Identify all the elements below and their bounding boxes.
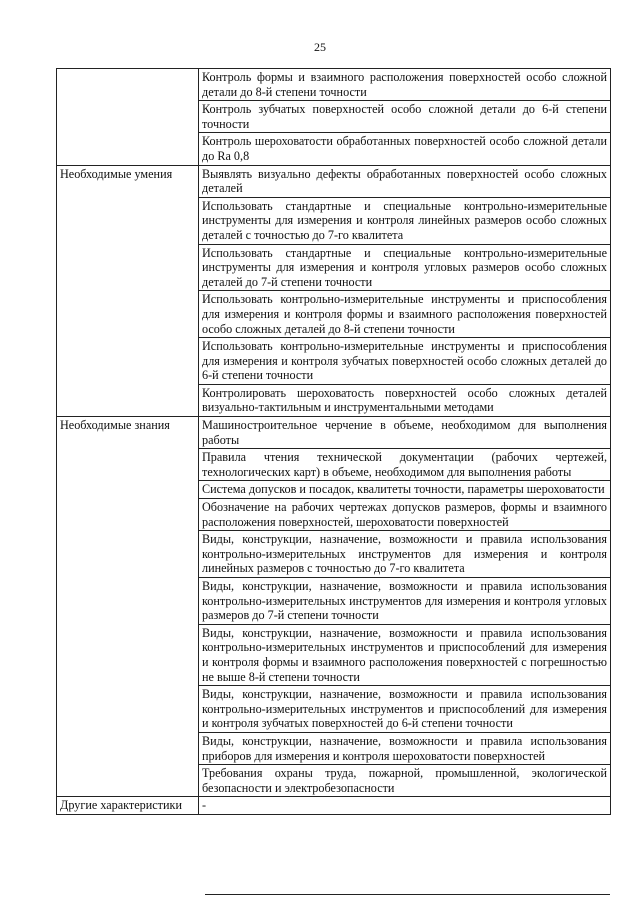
table-row xyxy=(57,165,611,197)
requirements-table xyxy=(56,68,611,815)
requirement-item: Использовать контрольно-измерительные инструменты и приспособления для измерения и контроля формы и взаимного расположения поверхностей особо сложных деталей до 8-й степени точности xyxy=(199,291,611,338)
requirement-item: Виды, конструкции, назначение, возможности и правила использования контрольно-измерительных инструментов для измерения и контроля угловых размеров до 7-й степени точности xyxy=(199,578,611,625)
requirement-item: Система допусков и посадок, квалитеты точности, параметры шероховатости xyxy=(199,481,611,499)
table-row xyxy=(57,797,611,815)
requirement-item: Виды, конструкции, назначение, возможности и правила использования контрольно-измерительных инструментов для измерения и контроля линейных размеров с точностью до 7-го квалитета xyxy=(199,531,611,578)
requirement-item: Выявлять визуально дефекты обработанных поверхностей особо сложных деталей xyxy=(199,165,611,197)
section-label xyxy=(57,69,199,166)
requirement-item: Контроль формы и взаимного расположения поверхностей особо сложной детали до 8-й степени точности xyxy=(199,69,611,101)
page-number: 25 xyxy=(314,40,326,54)
requirement-item: Виды, конструкции, назначение, возможности и правила использования контрольно-измерительных инструментов и приспособлений для измерения и контроля формы и взаимного расположения поверхностей с погрешностью не выше 8-й степени точности xyxy=(199,624,611,685)
requirement-item: Контроль зубчатых поверхностей особо сложной детали до 6-й степени точности xyxy=(199,101,611,133)
bottom-rule xyxy=(205,894,610,895)
requirement-item: Контроль шероховатости обработанных поверхностей особо сложной детали до Ra 0,8 xyxy=(199,133,611,165)
requirement-item: Машиностроительное черчение в объеме, необходимом для выполнения работы xyxy=(199,417,611,449)
requirement-item: - xyxy=(199,797,611,815)
requirement-item: Виды, конструкции, назначение, возможности и правила использования контрольно-измерительных инструментов и приспособлений для измерения и контроля зубчатых поверхностей до 6-й степени точности xyxy=(199,686,611,733)
section-label: Необходимые умения xyxy=(57,165,199,417)
requirement-item: Виды, конструкции, назначение, возможности и правила использования приборов для измерения и контроля шероховатости поверхностей xyxy=(199,732,611,764)
requirement-item: Использовать контрольно-измерительные инструменты и приспособления для измерения и контроля зубчатых поверхностей особо сложных деталей до 6-й степени точности xyxy=(199,338,611,385)
requirement-item: Использовать стандартные и специальные контрольно-измерительные инструменты для измерения и контроля угловых размеров особо сложных деталей до 7-й степени точности xyxy=(199,244,611,291)
table-row xyxy=(57,69,611,101)
requirement-item: Правила чтения технической документации (рабочих чертежей, технологических карт) в объеме, необходимом для выполнения работы xyxy=(199,449,611,481)
requirement-item: Обозначение на рабочих чертежах допусков размеров, формы и взаимного расположения поверхностей, шероховатости поверхностей xyxy=(199,499,611,531)
requirement-item: Требования охраны труда, пожарной, промышленной, экологической безопасности и электробезопасности xyxy=(199,765,611,797)
table-row xyxy=(57,417,611,449)
requirement-item: Контролировать шероховатость поверхностей особо сложных деталей визуально-тактильным и инструментальными методами xyxy=(199,384,611,416)
requirements-table-body xyxy=(57,69,611,815)
requirement-item: Использовать стандартные и специальные контрольно-измерительные инструменты для измерения и контроля линейных размеров особо сложных деталей с точностью до 7-го квалитета xyxy=(199,197,611,244)
section-label: Другие характеристики xyxy=(57,797,199,815)
section-label: Необходимые знания xyxy=(57,417,199,797)
